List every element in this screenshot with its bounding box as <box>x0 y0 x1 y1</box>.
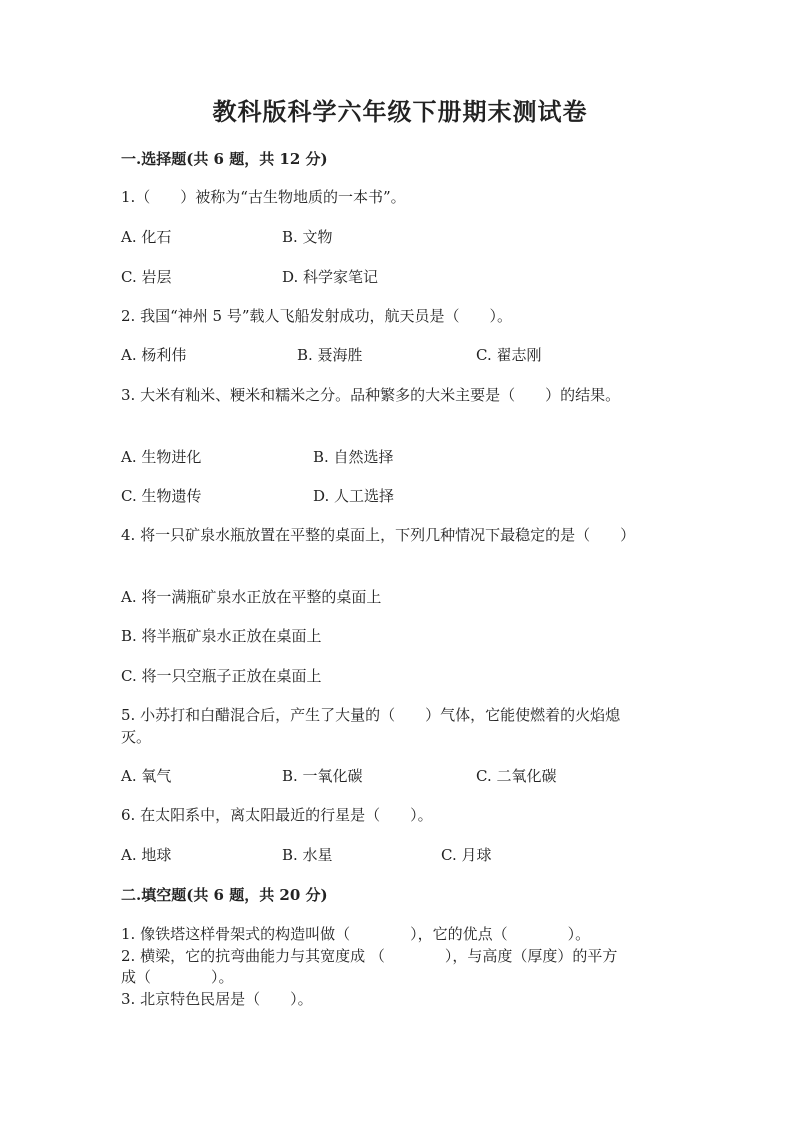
q5-option-c: C. 二氧化碳 <box>476 767 557 785</box>
q1-option-a: A. 化石 <box>121 228 172 246</box>
fill-question-2-line-1: 2. 横梁，它的抗弯曲能力与其宽度成 （ ），与高度（厚度）的平方 <box>121 947 618 965</box>
question-5-line-1: 5. 小苏打和白醋混合后，产生了大量的（ ）气体，它能使燃着的火焰熄 <box>121 706 621 724</box>
section-heading-choice: 一.选择题(共 6 题，共 12 分) <box>121 150 328 168</box>
q4-option-b: B. 将半瓶矿泉水正放在桌面上 <box>121 627 322 645</box>
question-2: 2. 我国“神州 5 号”载人飞船发射成功，航天员是（ ）。 <box>121 307 512 325</box>
q4-option-c: C. 将一只空瓶子正放在桌面上 <box>121 667 322 685</box>
q3-option-a: A. 生物进化 <box>121 448 202 466</box>
q1-option-c: C. 岩层 <box>121 268 172 286</box>
question-4: 4. 将一只矿泉水瓶放置在平整的桌面上，下列几种情况下最稳定的是（ ） <box>121 526 636 544</box>
q2-option-b: B. 聂海胜 <box>297 346 363 364</box>
q6-option-b: B. 水星 <box>282 846 333 864</box>
question-5-line-2: 灭。 <box>121 728 152 746</box>
q1-option-d: D. 科学家笔记 <box>282 268 379 286</box>
q2-option-c: C. 翟志刚 <box>476 346 542 364</box>
section-heading-fill: 二.填空题(共 6 题，共 20 分) <box>121 886 328 904</box>
fill-question-1: 1. 像铁塔这样骨架式的构造叫做（ ），它的优点（ ）。 <box>121 925 591 943</box>
q5-option-a: A. 氧气 <box>121 767 172 785</box>
question-1: 1.（ ）被称为“古生物地质的一本书”。 <box>121 188 406 206</box>
q4-option-a: A. 将一满瓶矿泉水正放在平整的桌面上 <box>121 588 382 606</box>
q6-option-c: C. 月球 <box>441 846 492 864</box>
fill-question-2-line-2: 成（ ）。 <box>121 968 234 986</box>
fill-question-3: 3. 北京特色民居是（ ）。 <box>121 990 313 1008</box>
q2-option-a: A. 杨利伟 <box>121 346 187 364</box>
question-3: 3. 大米有籼米、粳米和糯米之分。品种繁多的大米主要是（ ）的结果。 <box>121 386 621 404</box>
q3-option-c: C. 生物遗传 <box>121 487 202 505</box>
q5-option-b: B. 一氧化碳 <box>282 767 363 785</box>
q3-option-b: B. 自然选择 <box>313 448 394 466</box>
question-6: 6. 在太阳系中，离太阳最近的行星是（ ）。 <box>121 806 433 824</box>
q1-option-b: B. 文物 <box>282 228 333 246</box>
page-title: 教科版科学六年级下册期末测试卷 <box>212 97 588 126</box>
q3-option-d: D. 人工选择 <box>313 487 395 505</box>
q6-option-a: A. 地球 <box>121 846 172 864</box>
